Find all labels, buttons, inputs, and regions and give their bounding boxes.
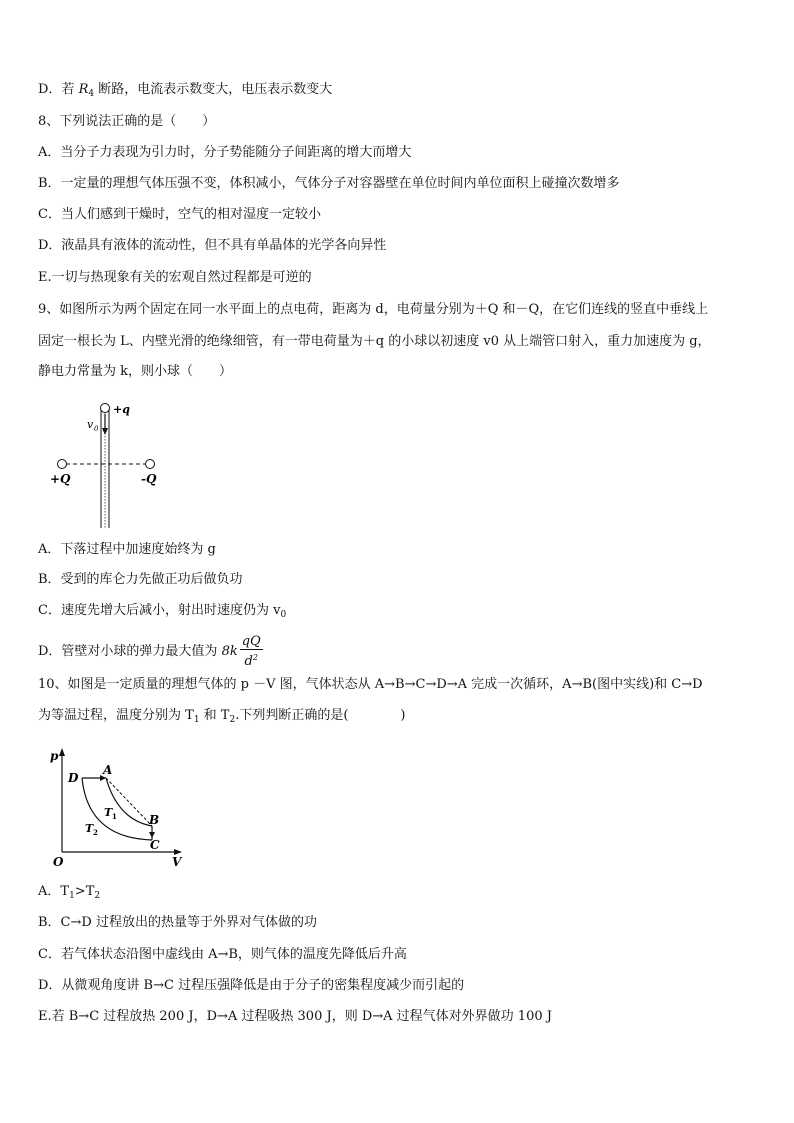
q9-option-b: B．受到的库仑力先做正功后做负功 — [38, 572, 243, 587]
q10-option-e: E.若 B→C 过程放热 200 J，D→A 过程吸热 300 J，则 D→A 过程气体对外界做功 100 J — [38, 1009, 552, 1024]
q10-option-c: C．若气体状态沿图中虚线由 A→B，则气体的温度先降低后升高 — [38, 947, 407, 962]
q7-option-d-prefix: D．若 — [38, 82, 79, 97]
state-a-label: A — [103, 763, 113, 777]
q10-option-b: B．C→D 过程放出的热量等于外界对气体做的功 — [38, 915, 317, 930]
left-charge-icon — [58, 460, 67, 469]
ball-icon — [101, 404, 110, 413]
q10-option-a-sub1: 1 — [69, 891, 75, 901]
q9-option-d-den-base: d — [244, 654, 253, 669]
t2-label-sub: 2 — [93, 828, 98, 837]
q7-option-d-sub: 4 — [88, 89, 95, 99]
state-b-label: B — [149, 813, 160, 827]
q10-stem-line2-b: 和 T — [199, 708, 230, 723]
q8-option-c: C．当人们感到干燥时，空气的相对湿度一定较小 — [38, 207, 321, 222]
q9-option-c-text: C．速度先增大后减小，射出时速度仍为 v — [38, 603, 281, 618]
q10-option-a-sub2: 2 — [94, 891, 101, 901]
q9-option-a: A．下落过程中加速度始终为 g — [38, 542, 216, 557]
charge-q-label: +q — [113, 403, 130, 416]
q7-option-d-rest: 断路，电流表示数变大，电压表示数变大 — [94, 82, 333, 97]
q10-stem-sub1: 1 — [193, 715, 200, 725]
q8-stem: 8、下列说法正确的是（ ） — [38, 114, 216, 129]
p-axis-label: p — [50, 749, 59, 763]
q7-option-d-var: R — [78, 82, 89, 97]
q10-pv-diagram — [48, 742, 193, 867]
q10-option-a-mid: >T — [74, 884, 95, 899]
q10-option-a-pre: A．T — [38, 884, 70, 899]
q10-option-d: D．从微观角度讲 B→C 过程压强降低是由于分子的密集程度减少而引起的 — [38, 978, 465, 993]
p-axis-arrow-icon — [59, 748, 65, 756]
q9-option-d-coef: 8k — [221, 644, 238, 659]
velocity-arrow-head-icon — [102, 428, 108, 435]
origin-label: O — [53, 855, 64, 867]
right-charge-icon — [146, 460, 155, 469]
q8-option-e: E.一切与热现象有关的宏观自然过程都是可逆的 — [38, 270, 312, 285]
v-axis-label: V — [172, 855, 182, 867]
right-charge-label: -Q — [141, 472, 157, 486]
q10-stem-line2-a: 为等温过程，温度分别为 T — [38, 708, 194, 723]
q9-option-d-fraction — [240, 634, 263, 669]
q9-option-d-text: D．管壁对小球的弹力最大值为 — [38, 644, 222, 659]
q8-option-b: B．一定量的理想气体压强不变，体积减小，气体分子对容器壁在单位时间内单位面积上碰撞次数增多 — [38, 176, 620, 191]
q9-option-d — [38, 634, 764, 669]
q9-option-c — [38, 601, 764, 625]
q7-option-d — [38, 80, 764, 104]
state-c-label: C — [150, 838, 160, 852]
velocity-label: v — [87, 418, 94, 431]
t1-label: T — [104, 806, 113, 819]
q10-stem-sub2: 2 — [229, 715, 236, 725]
q9-stem-line1: 9、如图所示为两个固定在同一水平面上的点电荷，距离为 d，电荷量分别为＋Q 和－Q，在它们连线的竖直中垂线上 — [38, 302, 709, 317]
q9-option-c-sub: 0 — [280, 610, 287, 620]
q8-option-a: A．当分子力表现为引力时，分子势能随分子间距离的增大而增大 — [38, 145, 412, 160]
q9-option-d-numerator: qQ — [241, 634, 261, 649]
q10-stem-line2 — [38, 706, 764, 730]
q9-stem-line2: 固定一根长为 L、内壁光滑的绝缘细管，有一带电荷量为＋q 的小球以初速度 v0 从上端管口射入，重力加速度为 g， — [38, 334, 711, 349]
q9-figure — [45, 398, 175, 533]
q8-option-d: D．液晶具有液体的流动性，但不具有单晶体的光学各向异性 — [38, 238, 387, 253]
state-d-label: D — [68, 771, 79, 785]
velocity-label-sub: 0 — [94, 425, 99, 433]
t2-label: T — [85, 822, 94, 835]
q9-stem-line3: 静电力常量为 k，则小球（ ） — [38, 364, 233, 379]
left-charge-label: +Q — [50, 472, 71, 486]
q9-option-d-den-exp: 2 — [252, 653, 258, 662]
q9-option-d-denominator — [240, 650, 263, 669]
q10-stem-line1: 10、如图是一定质量的理想气体的 p －V 图，气体状态从 A→B→C→D→A 完成一次循环，A→B(图中实线)和 C→D — [38, 677, 703, 692]
q10-stem-line2-c: .下列判断正确的是( ) — [235, 708, 406, 723]
q10-option-a — [38, 882, 764, 906]
t1-label-sub: 1 — [112, 812, 117, 821]
